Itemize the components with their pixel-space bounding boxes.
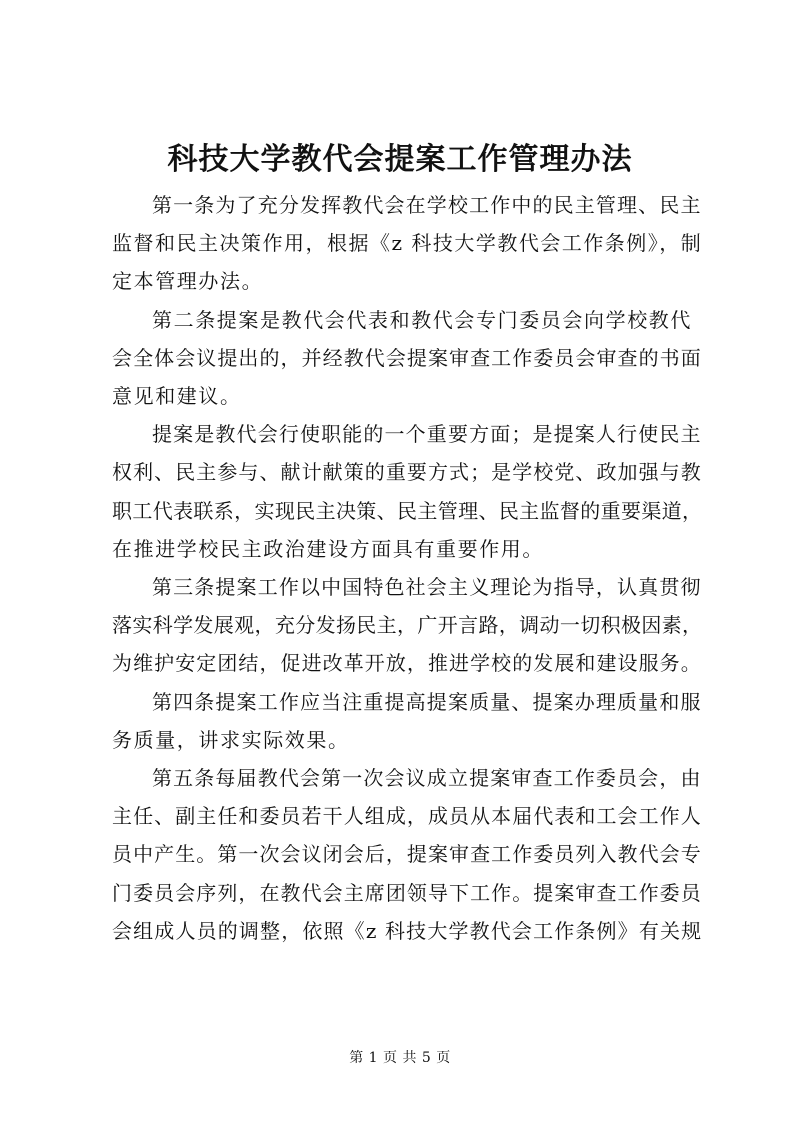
paragraph: [112, 759, 702, 950]
paragraph-line: 意见和建议。: [112, 384, 242, 409]
paragraph-line: 主任、副主任和委员若干人组成，成员从本届代表和工会工作人: [112, 804, 702, 829]
paragraph-line: 定本管理办法。: [112, 269, 264, 294]
paragraph-line: 第三条提案工作以中国特色社会主义理论为指导，认真贯彻: [152, 575, 702, 600]
paragraph-line: 权利、民主参与、献计献策的重要方式；是学校党、政加强与教: [112, 460, 702, 485]
document-title: 科技大学教代会提案工作管理办法: [167, 142, 633, 177]
paragraph-line: 为维护安定团结，促进改革开放，推进学校的发展和建设服务。: [112, 651, 702, 676]
paragraph-line: 第四条提案工作应当注重提高提案质量、提案办理质量和服: [152, 689, 702, 714]
paragraph-line: 职工代表联系，实现民主决策、民主管理、民主监督的重要渠道，: [112, 498, 703, 523]
page-indicator: 第 1 页 共 5 页: [349, 1050, 451, 1066]
paragraph: [112, 186, 702, 301]
paragraph-line: 第五条每届教代会第一次会议成立提案审查工作委员会，由: [152, 766, 702, 791]
paragraph: [112, 683, 702, 759]
paragraph-line: 第二条提案是教代会代表和教代会专门委员会向学校教代: [152, 307, 692, 332]
paragraph: [112, 415, 702, 568]
paragraph-line: 第一条为了充分发挥教代会在学校工作中的民主管理、民主: [152, 193, 702, 217]
paragraph-line: 会组成人员的调整，依照《z 科技大学教代会工作条例》有关规: [112, 918, 703, 943]
paragraph-line: 务质量，讲求实际效果。: [112, 727, 350, 752]
paragraph-line: 监督和民主决策作用，根据《z 科技大学教代会工作条例》，制: [112, 231, 703, 256]
paragraph-line: 提案是教代会行使职能的一个重要方面；是提案人行使民主: [152, 422, 702, 447]
paragraph-line: 在推进学校民主政治建设方面具有重要作用。: [112, 536, 544, 561]
paragraph-line: 会全体会议提出的，并经教代会提案审查工作委员会审查的书面: [112, 345, 702, 370]
paragraph-line: 落实科学发展观，充分发扬民主，广开言路，调动一切积极因素，: [112, 613, 703, 638]
paragraph-line: 员中产生。第一次会议闭会后，提案审查工作委员列入教代会专: [112, 842, 702, 867]
paragraph-line: 门委员会序列，在教代会主席团领导下工作。提案审查工作委员: [112, 880, 702, 905]
paragraph: [112, 568, 702, 683]
paragraph: [112, 301, 702, 416]
document-body: [112, 186, 702, 950]
